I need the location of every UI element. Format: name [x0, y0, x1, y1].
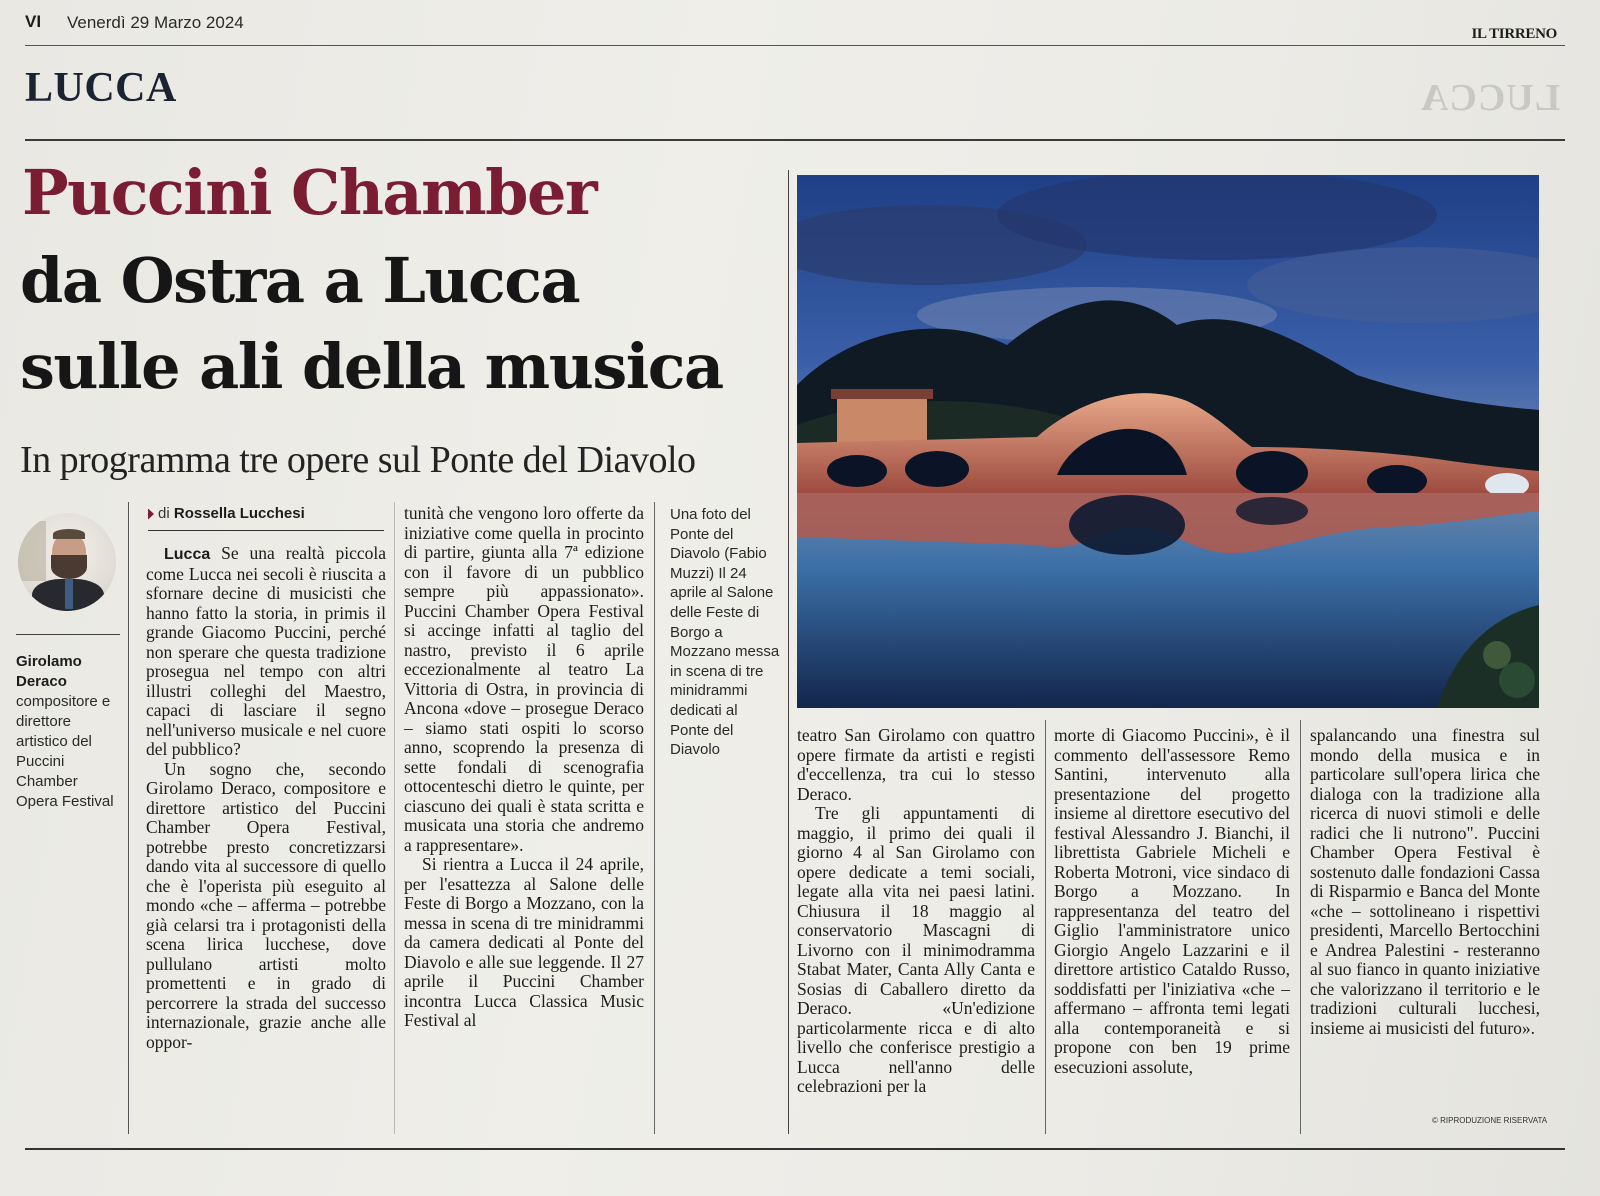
section-title: LUCCA [25, 65, 177, 111]
paragraph: spalancando una finestra sul mondo della musica e in particolare sull'opera lirica che dialoga con la tradizione alla ricerca di nuovi stimoli e delle radici che li nutrono". Puccini Chamber Opera Festival è sostenuto dalle fondazioni Cassa di Risparmio e Banca del Monte «che – sottolineano i rispettivi presidenti, Marcello Bertocchini e Andrea Palestini - resteranno al suo fianco in quanto iniziative che valorizzano il territorio e le tradizioni culturali lucchesi, insieme ai musicisti del futuro». [1310, 725, 1540, 1038]
byline-marker-icon [148, 509, 154, 520]
header-rule [25, 45, 1565, 46]
byline [148, 505, 305, 522]
paragraph: Un sogno che, secondo Girolamo Deraco, compositore e direttore artistico del Puccini Chamber Opera Festival, potrebbe presto concretizzarsi dando vita al successore di quello che è l'operista più eseguito al mondo «che – afferma – potrebbe già celarsi tra i protagonisti della scena lirica lucchese, dove pullulano artisti molto promettenti e in grado di percorrere la strada del successo internazionale, grazie anche alle oppor- [146, 758, 386, 1052]
column-divider [788, 170, 789, 1134]
page-header [25, 12, 1565, 42]
paragraph-text: Se una realtà piccola come Lucca nei secoli è riuscita a sfornare decine di musicisti che hanno fatto la storia, in primis il grande Giacomo Puccini, perché non sperare che questa tradizione prosegua nel tempo con altri illustri colleghi del Maestro, capaci di lasciare il segno nell'universo musicale e nel cuore del pubblico? [146, 543, 386, 759]
bio-rule [16, 634, 120, 635]
byline-rule [148, 530, 384, 531]
paragraph: morte di Giacomo Puccini», è il commento dell'assessore Remo Santini, intervenuto alla presentazione del progetto insieme al direttore esecutivo del festival Alessandro J. Bianchi, il librettista Gabriele Micheli e Roberta Motroni, vice sindaco di Borgo a Mozzano. In rappresentanza del teatro del Giglio l'amministratore unico Giorgio Angelo Lazzarini e il direttore artistico Cataldo Russo, soddisfatti per l'iniziativa «che – affermano – affronta temi legati alla contemporaneità e si propone con ben 19 prime esecuzioni assolute, [1054, 725, 1290, 1077]
column-divider [394, 502, 395, 1134]
byline-prefix: di [158, 505, 170, 522]
paragraph: Si rientra a Lucca il 24 aprile, per l'esattezza al Salone delle Feste di Borgo a Mozzano, con la messa in scena di tre minidrammi da camera dedicati al Ponte del Diavolo e alle sue leggende. Il 27 aprile il Puccini Chamber incontra Lucca Classica Music Festival al [404, 854, 644, 1030]
column-divider [1045, 720, 1046, 1134]
issue-date: Venerdì 29 Marzo 2024 [67, 13, 244, 32]
article-column-5 [1054, 726, 1290, 1077]
headline-line-1: Puccini Chamber [22, 156, 597, 229]
section-title-bleedthrough: LUCCA [1419, 77, 1560, 119]
avatar [18, 513, 116, 611]
byline-author: Rossella Lucchesi [173, 505, 305, 522]
bio-name: Girolamo Deraco [16, 653, 82, 690]
column-divider [654, 502, 655, 1134]
bio-role: compositore e direttore artistico del Puccini Chamber Opera Festival [16, 693, 114, 810]
article-column-6 [1310, 726, 1540, 1038]
section-rule [25, 139, 1565, 141]
footer-rule [25, 1148, 1565, 1150]
photo-caption: Una foto del Ponte del Diavolo (Fabio Muzzi) Il 24 aprile al Salone delle Feste di Borgo a Mozzano messa in scena di tre minidrammi dedicati al Ponte del Diavolo [670, 506, 780, 759]
subheadline: In programma tre opere sul Ponte del Diavolo [20, 439, 696, 481]
paragraph: Tre gli appuntamenti di maggio, il primo dei quali il giorno 4 al San Girolamo con opere dedicate a temi sociali, legate alla vita nei paesi latini. Chiusura il 18 maggio al conservatorio Mascagni di Livorno con il minimodramma Stabat Mater, Canta Ally Canta e Sosias di Caballero diretto da Deraco. «Un'edizione particolarmente ricca e di alto livello che conferisce prestigio a Lucca nell'anno delle celebrazioni per la [797, 803, 1035, 1096]
bleedthrough-text [20, 960, 39, 1026]
paragraph: teatro San Girolamo con quattro opere firmate da artisti e registi d'eccellenza, tra cui lo stesso Deraco. [797, 725, 1035, 804]
page-number: VI [25, 12, 42, 31]
paragraph: tunità che vengono loro offerte da iniziative come quella in procinto di partire, giunta alla 7ª edizione con il favore di un pubblico sempre più appassionato». Puccini Chamber Opera Festival si accinge infatti al taglio del nastro, previsto il 6 aprile eccezionalmente al teatro La Vittoria di Ostra, in provincia di Ancona «dove – prosegue Deraco – siamo stati ospiti lo scorso anno, scoprendo la presenza di sette fondali di scenografia ottocenteschi dietro le quinte, per ciascuno dei quali è stata scritta e musicata una storia che andremo a rappresentare». [404, 503, 644, 855]
copyright-notice: © RIPRODUZIONE RISERVATA [1432, 1116, 1548, 1125]
article-column-1 [146, 544, 386, 1052]
article-column-2 [404, 504, 644, 1031]
paragraph [146, 544, 386, 760]
headline-line-2: da Ostra a Lucca [20, 244, 580, 317]
article-column-4 [797, 726, 1035, 1097]
newspaper-name: IL TIRRENO [1471, 26, 1557, 42]
ponte-del-diavolo-photo [797, 175, 1539, 708]
dateline: Lucca [164, 546, 211, 563]
column-divider [128, 502, 129, 1134]
headline-line-3: sulle ali della musica [20, 330, 723, 403]
column-divider [1300, 720, 1301, 1134]
